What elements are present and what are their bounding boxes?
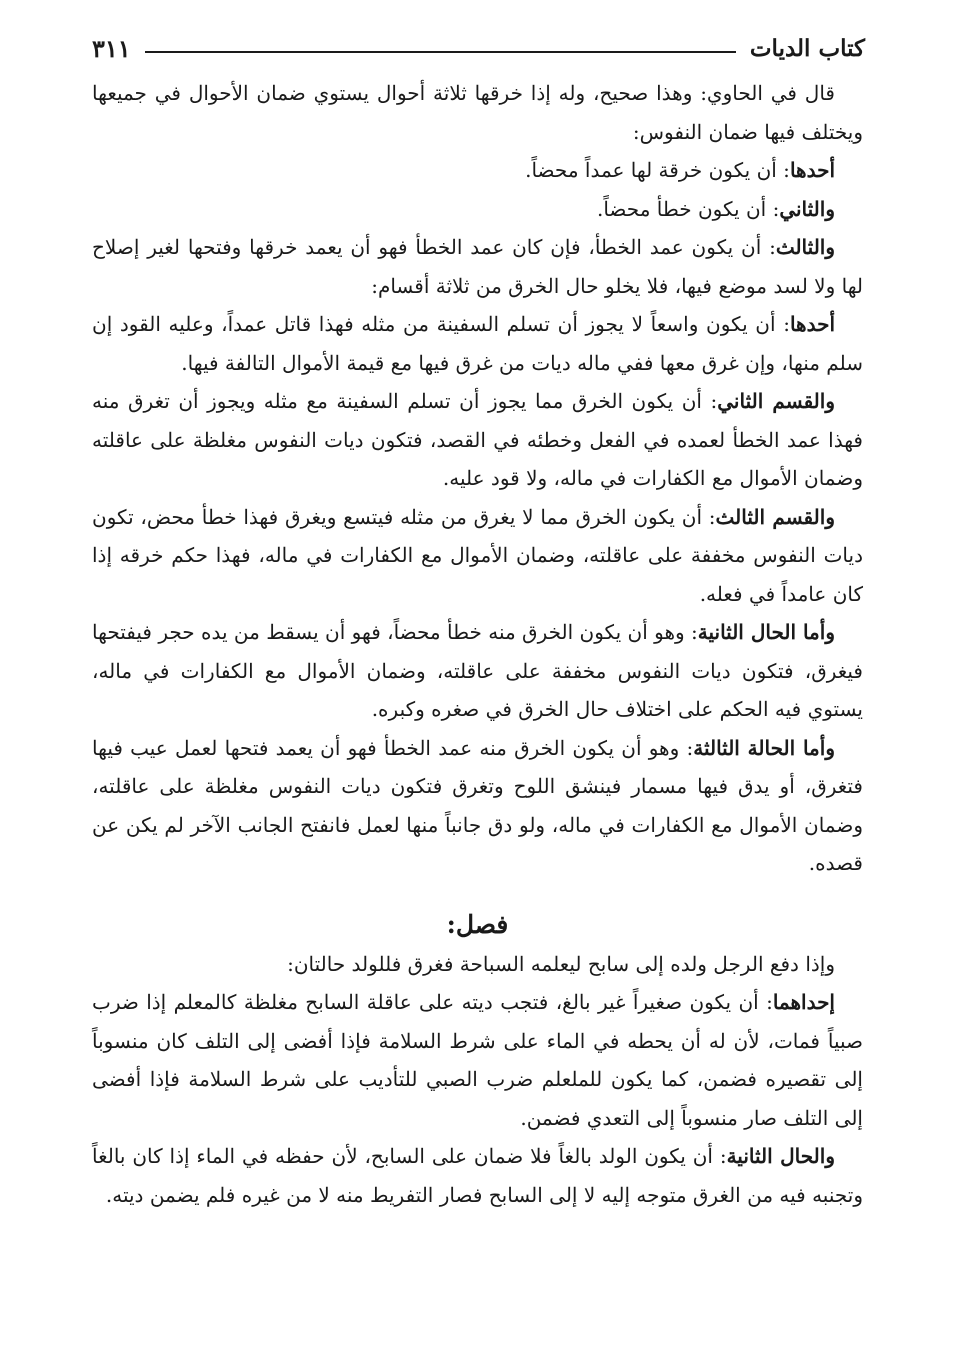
paragraph	[92, 190, 863, 229]
paragraph-text: قال في الحاوي: وهذا صحيح، وله إذا خرقها ثلاثة أحوال يستوي ضمان الأحوال في جميعها ويختلف فيها ضمان النفوس:	[92, 81, 863, 144]
paragraph-lead: والقسم الثالث	[715, 504, 835, 529]
paragraph	[92, 74, 863, 151]
paragraph-text: : أن يكون خطأ محضاً.	[596, 196, 780, 221]
paragraph	[92, 983, 863, 1137]
running-title: كتاب الديات	[749, 34, 865, 62]
paragraph	[92, 1137, 863, 1214]
paragraph-text: : وهو أن يكون الخرق منه خطأ محضاً، فهو أن يسقط من يده حجر فيفتحها فيغرق، فتكون ديات النفوس مخففة على عاقلته، وضمان الأموال مع الكفارات في ماله، يستوي فيه الحكم على اختلاف حال الخرق في صغره وكبره.	[92, 620, 863, 721]
paragraph-lead: والثالث	[775, 235, 835, 259]
paragraph-lead: والحال الثانية	[726, 1144, 835, 1168]
paragraph	[92, 151, 863, 190]
paragraph-lead: والثاني	[779, 196, 835, 221]
paragraph-text: : أن يكون خرقة لها عمداً محضاً.	[525, 158, 790, 182]
paragraph-text: : أن يكون واسعاً لا يجوز أن تسلم السفينة من مثله فهذا قاتل عمداً، وعليه القود إن سلم منها، وإن غرق معها ففي ماله ديات من غرق فيها مع قيمة الأموال التالفة فيها.	[92, 312, 863, 375]
paragraph-text: وإذا دفع الرجل ولده إلى سابح ليعلمه السباحة فغرق فللولد حالتان:	[287, 951, 835, 976]
paragraph	[92, 228, 863, 305]
body-text	[92, 74, 863, 1214]
page-header	[92, 28, 865, 68]
paragraph-lead: إحداهما	[772, 990, 835, 1014]
paragraph-text: : أن يكون الخرق مما يجوز أن تسلم السفينة مع مثله ويجوز أن تغرق منه فهذا عمد الخطأ لعمده في الفعل وخطئه في القصد، فتكون ديات النفوس مغلظة على عاقلته وضمان الأموال مع الكفارات في ماله، ولا قود عليه.	[92, 389, 863, 490]
paragraph	[92, 613, 863, 729]
header-rule	[145, 51, 736, 53]
paragraph-text: : أن يكون الولد بالغاً فلا ضمان على السابح، لأن حفظه في الماء إذا كان بالغاً وتجنبه فيه من الغرق متوجه إليه لا إلى السابح فصار التفريط منه لا من غيره فلم يضمن ديته.	[92, 1144, 863, 1207]
paragraph-lead: وأما الحالة الثالثة	[693, 735, 835, 760]
paragraph-lead: وأما الحال الثانية	[697, 620, 835, 644]
paragraph	[92, 729, 863, 883]
paragraph	[92, 382, 863, 498]
paragraph	[92, 305, 863, 382]
paragraph	[92, 498, 863, 614]
section-heading: فصل:	[446, 909, 509, 939]
paragraph-text: : وهو أن يكون الخرق منه عمد الخطأ فهو أن يعمد فتحها لعمل عيب فيها فتغرق، أو يدق فيها مسمار فينشق اللوح وتغرق فتكون ديات النفوس مغلظة على عاقلته، وضمان الأموال مع الكفارات في ماله، ولو دق جانباً منها لعمل فانفتح الجانب الآخر لم يكن عن قصده.	[92, 735, 863, 875]
paragraph-lead: أحدها	[789, 312, 835, 336]
paragraph-lead: أحدها	[789, 158, 835, 182]
page-number: ٣١١	[92, 33, 131, 63]
paragraph-lead: والقسم الثاني	[717, 389, 835, 413]
paragraph	[92, 945, 863, 984]
paragraph-text: : أن يكون صغيراً غير بالغ، فتجب ديته على عاقلة السابح مغلظة كالمعلم إذا ضرب صبياً فمات، لأن له أن يحطه في الماء على شرط السلامة فإذا أفضى إلى التلف كان منسوباً إلى تقصيره فضمن، كما يكون للملعلم ضرب الصبي للتأديب على شرط السلامة فإذا أفضى إلى التلف صار منسوباً إلى التعدي فضمن.	[92, 990, 863, 1130]
paragraph-text: : أن يكون الخرق مما لا يغرق من مثله فيتسع ويغرق فهذا خطأ محض، تكون ديات النفوس مخففة على عاقلته، وضمان الأموال مع الكفارات في ماله، فهذا حكم خرقه إذا كان عامداً في فعله.	[92, 504, 863, 606]
paragraph-text: : أن يكون عمد الخطأ، فإن كان عمد الخطأ فهو أن يعمد خرقها وفتحها لغير إصلاح لها ولا لسد موضع فيها، فلا يخلو حال الخرق من ثلاثة أقسام:	[92, 235, 863, 298]
